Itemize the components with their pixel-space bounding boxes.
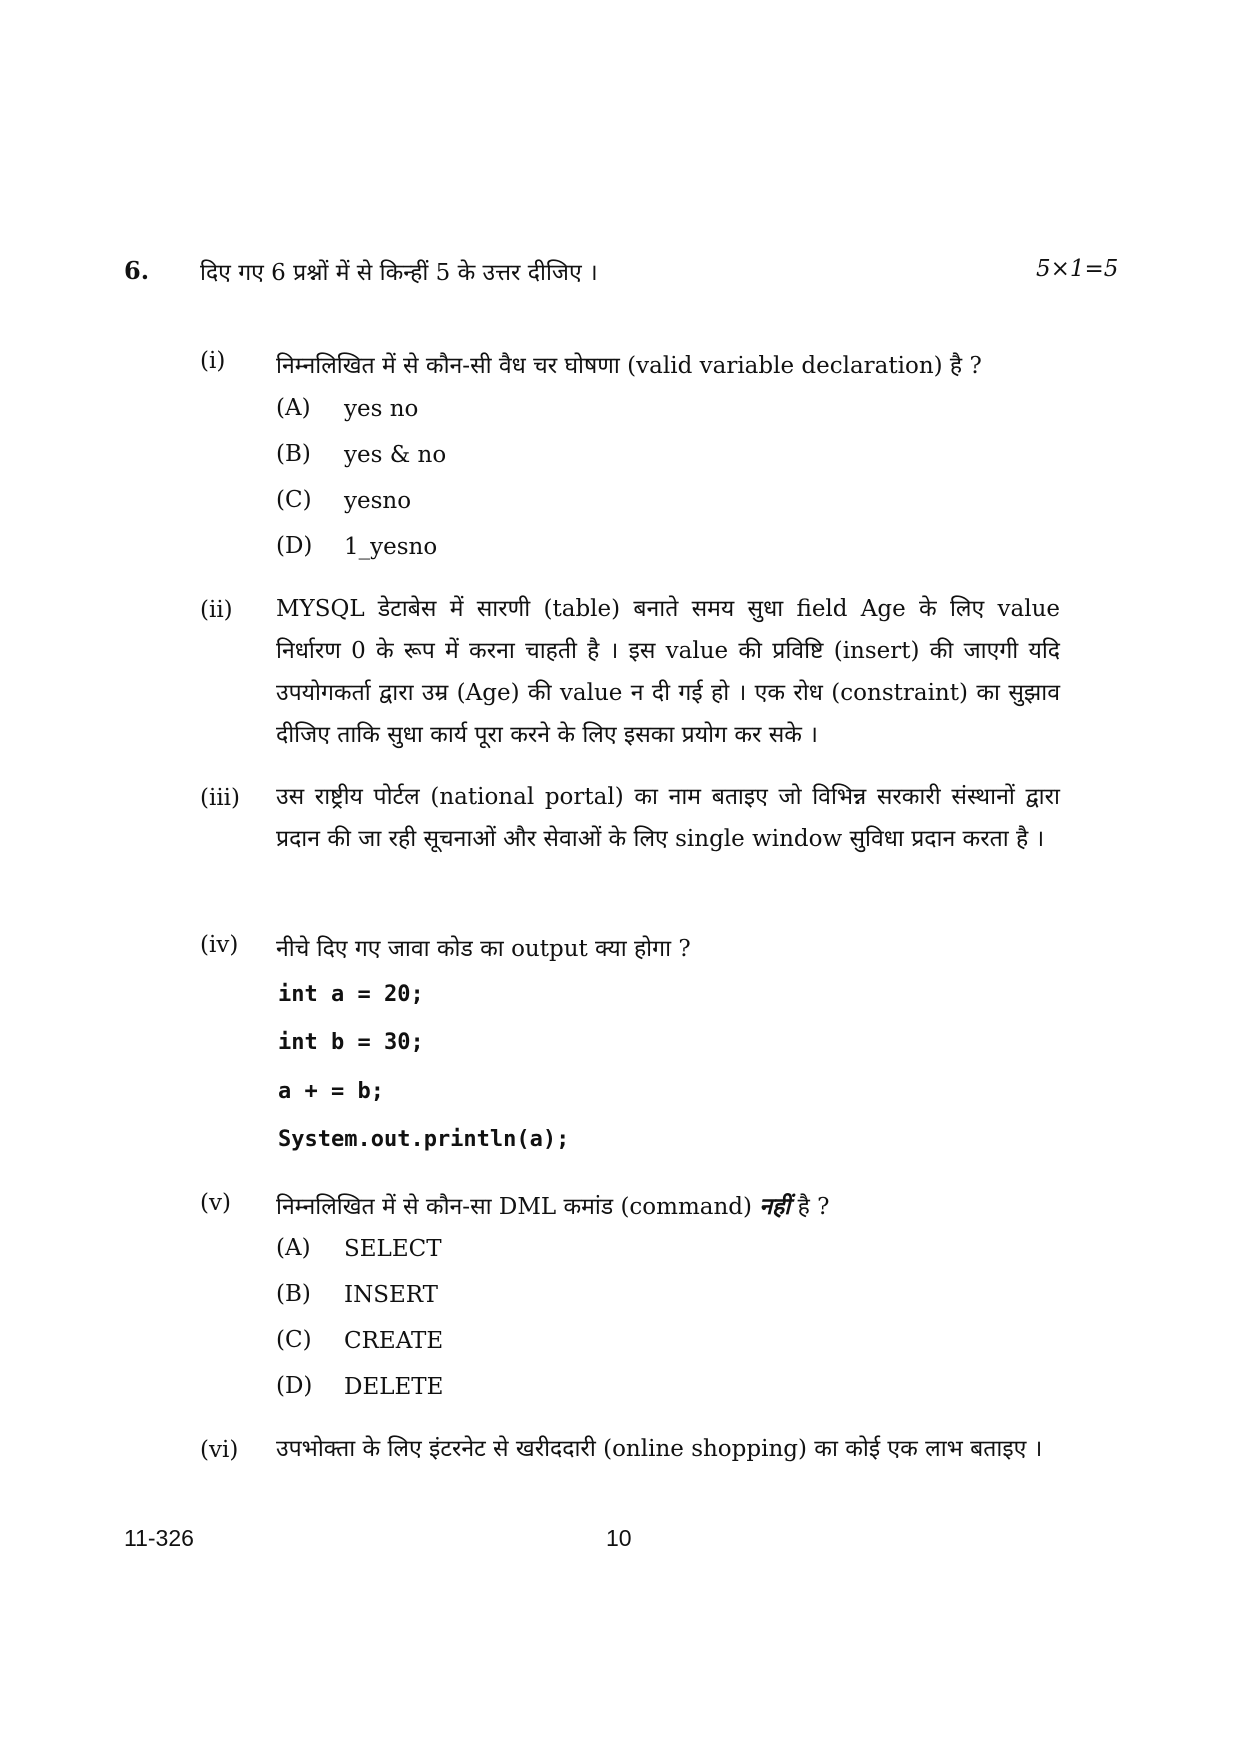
part-text-after: है ? <box>797 1194 830 1220</box>
part-label: (vi) <box>200 1437 239 1463</box>
option-label: (C) <box>276 487 312 513</box>
part-text-before: निम्नलिखित में से कौन-सा DML कमांड (command) <box>276 1194 752 1220</box>
part-text: नीचे दिए गए जावा कोड का output क्या होगा ? <box>276 936 691 962</box>
option-label: (B) <box>276 441 311 467</box>
emphasis-text: नहीं <box>759 1193 791 1220</box>
question-number: 6. <box>124 256 150 285</box>
part-text: उपभोक्ता के लिए इंटरनेट से खरीददारी (online shopping) का कोई एक लाभ बताइए । <box>276 1436 1043 1462</box>
option-text: yes no <box>344 396 419 422</box>
option-text: INSERT <box>344 1282 439 1308</box>
option-label: (C) <box>276 1327 312 1353</box>
page-number: 10 <box>606 1525 632 1551</box>
option-text: CREATE <box>344 1328 444 1354</box>
part-text <box>276 1189 829 1221</box>
option-text: yesno <box>344 488 412 514</box>
part-label: (i) <box>200 348 226 374</box>
option-label: (A) <box>276 1235 311 1261</box>
part-label: (iii) <box>200 785 241 811</box>
option-text: yes & no <box>344 442 447 468</box>
code-line: int b = 30; <box>278 1030 424 1055</box>
option-label: (D) <box>276 533 313 559</box>
part-label: (iv) <box>200 932 239 958</box>
question-instruction: दिए गए 6 प्रश्नों में से किन्हीं 5 के उत्तर दीजिए । <box>200 260 598 286</box>
option-label: (B) <box>276 1281 311 1307</box>
part-label: (ii) <box>200 597 233 623</box>
paper-code: 11-326 <box>124 1525 194 1551</box>
option-text: DELETE <box>344 1374 444 1400</box>
code-line: System.out.println(a); <box>278 1127 570 1152</box>
part-label: (v) <box>200 1190 231 1216</box>
option-label: (D) <box>276 1373 313 1399</box>
code-line: a + = b; <box>278 1079 384 1104</box>
option-text: SELECT <box>344 1236 442 1262</box>
option-text: 1_yesno <box>344 534 438 560</box>
code-line: int a = 20; <box>278 982 424 1007</box>
part-text: MYSQL डेटाबेस में सारणी (table) बनाते समय सुधा field Age के लिए value निर्धारण 0 के रूप में करना चाहती है । इस value की प्रविष्टि (insert) की जाएगी यदि उपयोगकर्ता द्वारा उम्र (Age) की value न दी गई हो । एक रोध (constraint) का सुझाव दीजिए ताकि सुधा कार्य पूरा करने के लिए इसका प्रयोग कर सके । <box>276 596 1060 748</box>
question-marks: 5×1=5 <box>1036 256 1119 282</box>
option-label: (A) <box>276 395 311 421</box>
part-text: निम्नलिखित में से कौन-सी वैध चर घोषणा (valid variable declaration) है ? <box>276 353 982 379</box>
part-text: उस राष्ट्रीय पोर्टल (national portal) का नाम बताइए जो विभिन्न सरकारी संस्थानों द्वारा प्रदान की जा रही सूचनाओं और सेवाओं के लिए single window सुविधा प्रदान करता है । <box>276 784 1060 852</box>
